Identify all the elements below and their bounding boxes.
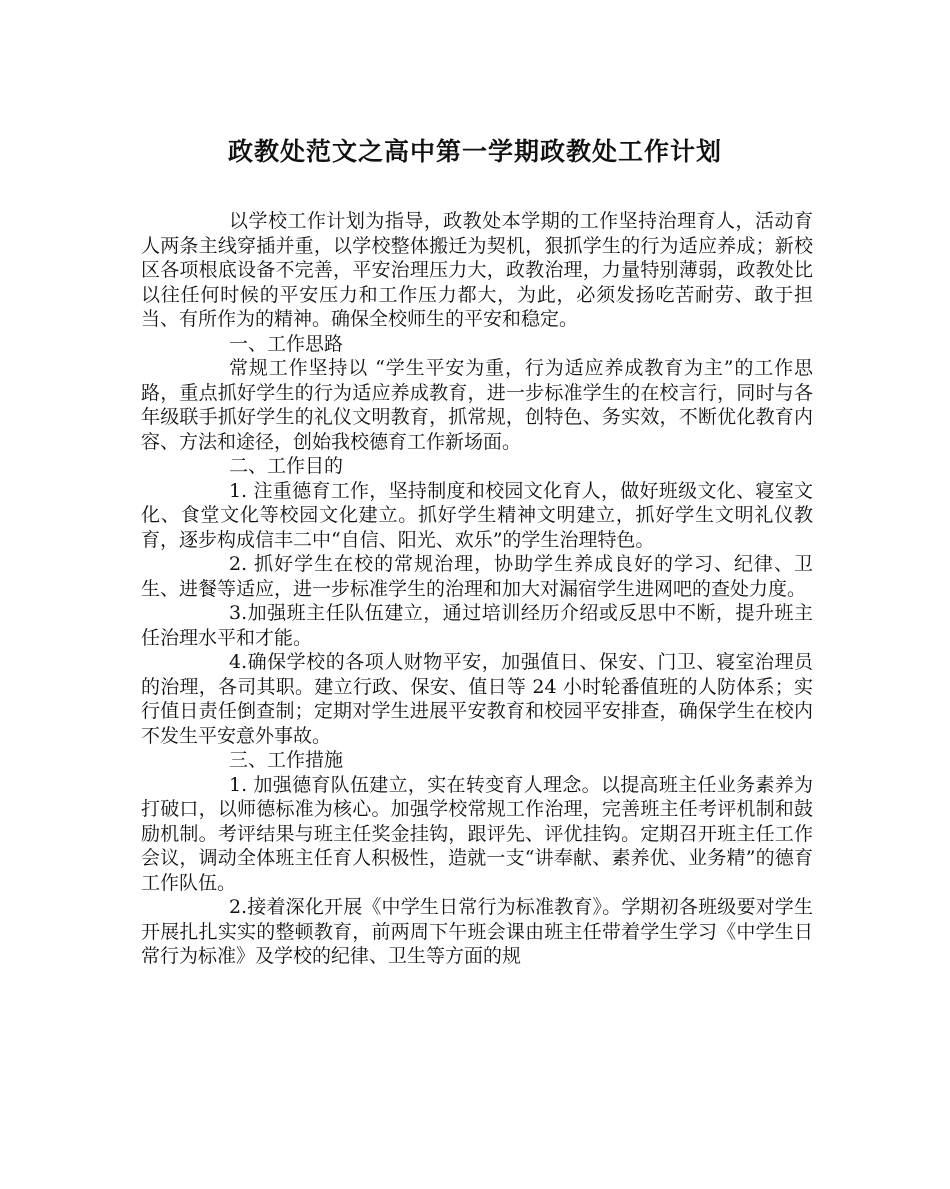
document-title: 政教处范文之高中第一学期政教处工作计划 — [227, 137, 722, 166]
section-heading-work-measures: 三、工作措施 — [229, 749, 344, 771]
paragraph-intro: 以学校工作计划为指导，政教处本学期的工作坚持治理育人，活动育人两条主线穿插并重，以学校整体搬迁为契机，狠抓学生的行为适应养成；新校区各项根底设备不完善，平安治理压力大，政教治理，力量特别薄弱，政教处比以往任何时候的平安压力和工作压力都大，为此，必须发扬吃苦耐劳、敢于担当、有所作为的精神。确保全校师生的平安和稳定。 — [141, 210, 813, 330]
paragraph-work-approach: 常规工作坚持以 “学生平安为重，行为适应养成教育为主”的工作思路，重点抓好学生的行为适应养成教育，进一步标准学生的在校言行，同时与各年级联手抓好学生的礼仪文明教育，抓常规，创特色、务实效，不断优化教育内容、方法和途径，创始我校德育工作新场面。 — [141, 357, 813, 453]
paragraph-goal-4: 4.确保学校的各项人财物平安，加强值日、保安、门卫、寝室治理员的治理，各司其职。建立行政、保安、值日等 24 小时轮番值班的人防体系；实行值日责任倒查制；定期对学生进展平安教育和校园平安排查，确保学生在校内不发生平安意外事故。 — [141, 651, 813, 747]
paragraph-goal-1: 1. 注重德育工作，坚持制度和校园文化育人，做好班级文化、寝室文化、食堂文化等校园文化建立。抓好学生精神文明建立，抓好学生文明礼仪教育，逐步构成信丰二中“自信、阳光、欢乐”的学生治理特色。 — [141, 479, 813, 551]
document-body — [141, 209, 813, 969]
paragraph-measure-2: 2.接着深化开展《中学生日常行为标准教育》。学期初各班级要对学生开展扎扎实实的整顿教育，前两周下午班会课由班主任带着学生学习《中学生日常行为标准》及学校的纪律、卫生等方面的规 — [141, 896, 813, 967]
paragraph-goal-2: 2. 抓好学生在校的常规治理，协助学生养成良好的学习、纪律、卫生、进餐等适应，进一步标准学生的治理和加大对漏宿学生进网吧的查处力度。 — [141, 553, 813, 600]
section-heading-work-approach: 一、工作思路 — [229, 332, 344, 355]
paragraph-measure-1: 1. 加强德育队伍建立，实在转变育人理念。以提高班主任业务素养为打破口，以师德标准为核心。加强学校常规工作治理，完善班主任考评机制和鼓励机制。考评结果与班主任奖金挂钩，跟评先、评优挂钩。定期召开班主任工作会议，调动全体班主任育人积极性，造就一支“讲奉献、素养优、业务精”的德育工作队伍。 — [141, 773, 813, 894]
paragraph-goal-3: 3.加强班主任队伍建立，通过培训经历介绍或反思中不断，提升班主任治理水平和才能。 — [141, 602, 813, 649]
section-heading-work-goals: 二、工作目的 — [229, 455, 344, 477]
